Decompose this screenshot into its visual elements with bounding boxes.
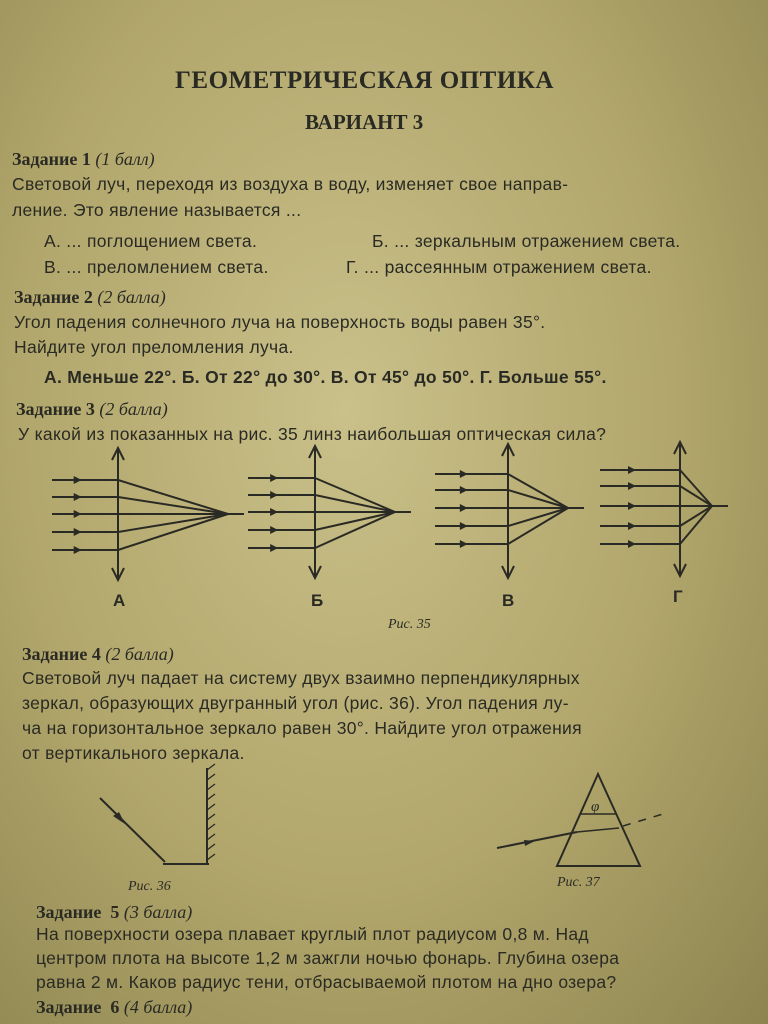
task1-text-line2: ление. Это явление называется ... xyxy=(12,200,302,220)
prism-angle-label: φ xyxy=(591,799,600,815)
lens-label-a: А xyxy=(113,591,126,610)
incident-ray xyxy=(100,798,165,862)
task5-text-line1: На поверхности озера плавает круглый плот радиусом 0,8 м. Над xyxy=(36,924,589,944)
task4-header: Задание 4 (2 балла) xyxy=(22,644,174,664)
refracted-ray-2 xyxy=(118,497,228,514)
ray-arrow-icon xyxy=(460,504,468,512)
lens-b-diagram xyxy=(248,446,411,578)
ray-arrow-icon xyxy=(74,528,82,536)
ray-arrow-icon xyxy=(74,546,82,554)
figure-37-caption: Рис. 37 xyxy=(557,875,600,890)
ray-arrow-icon xyxy=(628,482,636,490)
task4-text-line3: ча на горизонтальное зеркало равен 30°. Найдите угол отражения xyxy=(22,718,582,738)
ray-arrow-icon xyxy=(628,540,636,548)
prism-triangle xyxy=(557,774,640,866)
refracted-ray-1 xyxy=(315,478,395,512)
task6-header: Задание 6 (4 балла) xyxy=(36,997,193,1017)
task2-text-line1: Угол падения солнечного луча на поверхность воды равен 35°. xyxy=(14,312,546,332)
task1-text-line1: Световой луч, переходя из воздуха в воду, изменяет свое направ- xyxy=(12,174,569,194)
lens-label-g: Г xyxy=(673,587,683,606)
task1-header: Задание 1 (1 балл) xyxy=(12,149,155,169)
refracted-ray-2 xyxy=(508,490,568,508)
ray-arrow-icon xyxy=(460,522,468,530)
ray-arrow-icon xyxy=(270,526,278,534)
ray-arrow-icon xyxy=(270,508,278,516)
refracted-ray-5 xyxy=(680,506,712,544)
task5-text-line2: центром плота на высоте 1,2 м зажгли ночью фонарь. Глубина озера xyxy=(36,948,620,968)
lens-label-b: Б xyxy=(311,591,324,610)
task1-option-g: Г. ... рассеянным отражением света. xyxy=(346,257,652,277)
refracted-ray-1 xyxy=(508,474,568,508)
task3-header: Задание 3 (2 балла) xyxy=(16,399,168,419)
refracted-ray xyxy=(577,828,619,832)
prism-ray-arrow-icon xyxy=(524,840,535,846)
variant-heading: ВАРИАНТ 3 xyxy=(305,110,424,134)
outgoing-ray-dashed xyxy=(623,814,663,826)
refracted-ray-2 xyxy=(315,495,395,512)
task4-text-line1: Световой луч падает на систему двух взаимно перпендикулярных xyxy=(22,668,580,688)
ray-arrow-icon xyxy=(74,493,82,501)
lens-v-diagram xyxy=(435,444,584,578)
ray-arrow-icon xyxy=(460,470,468,478)
lens-diagrams xyxy=(0,440,768,610)
lens-a-diagram xyxy=(52,448,244,580)
task5-header: Задание 5 (3 балла) xyxy=(36,902,193,922)
ray-arrow-icon xyxy=(270,474,278,482)
figure-36-caption: Рис. 36 xyxy=(128,879,171,894)
ray-arrow-icon xyxy=(74,510,82,518)
figure-36-mirrors xyxy=(95,760,235,880)
task2-options: А. Меньше 22°. Б. От 22° до 30°. В. От 45° до 50°. Г. Больше 55°. xyxy=(44,367,607,387)
ray-arrow-icon xyxy=(628,466,636,474)
ray-arrow-icon xyxy=(460,540,468,548)
task1-option-v: В. ... преломлением света. xyxy=(44,257,269,277)
page-title: ГЕОМЕТРИЧЕСКАЯ ОПТИКА xyxy=(175,67,554,94)
task4-text-line2: зеркал, образующих двугранный угол (рис. 36). Угол падения лу- xyxy=(22,693,569,713)
task4-text-line4: от вертикального зеркала. xyxy=(22,743,245,763)
ray-arrow-icon xyxy=(628,502,636,510)
mirror-hatching xyxy=(207,764,215,860)
task3-text-line1: У какой из показанных на рис. 35 линз наибольшая оптическая сила? xyxy=(18,424,607,444)
ray-arrow-icon xyxy=(460,486,468,494)
task1-option-a: А. ... поглощением света. xyxy=(44,231,258,251)
refracted-ray-4 xyxy=(118,514,228,532)
refracted-ray-4 xyxy=(508,508,568,526)
ray-arrow-icon xyxy=(270,491,278,499)
lens-g-diagram xyxy=(600,442,728,576)
refracted-ray-5 xyxy=(118,514,228,550)
task2-header: Задание 2 (2 балла) xyxy=(14,287,166,307)
figure-35-caption: Рис. 35 xyxy=(388,617,431,632)
task2-text-line2: Найдите угол преломления луча. xyxy=(14,337,294,357)
refracted-ray-1 xyxy=(118,480,228,514)
refracted-ray-5 xyxy=(508,508,568,544)
figure-37-prism xyxy=(495,770,675,880)
ray-arrow-icon xyxy=(628,522,636,530)
task5-text-line3: равна 2 м. Каков радиус тени, отбрасываемой плотом на дно озера? xyxy=(36,972,617,992)
refracted-ray-5 xyxy=(315,512,395,548)
lens-label-v: В xyxy=(502,591,515,610)
refracted-ray-4 xyxy=(680,506,712,526)
ray-arrow-icon xyxy=(74,476,82,484)
refracted-ray-4 xyxy=(315,512,395,530)
task1-option-b: Б. ... зеркальным отражением света. xyxy=(372,231,681,251)
ray-arrow-icon xyxy=(270,544,278,552)
